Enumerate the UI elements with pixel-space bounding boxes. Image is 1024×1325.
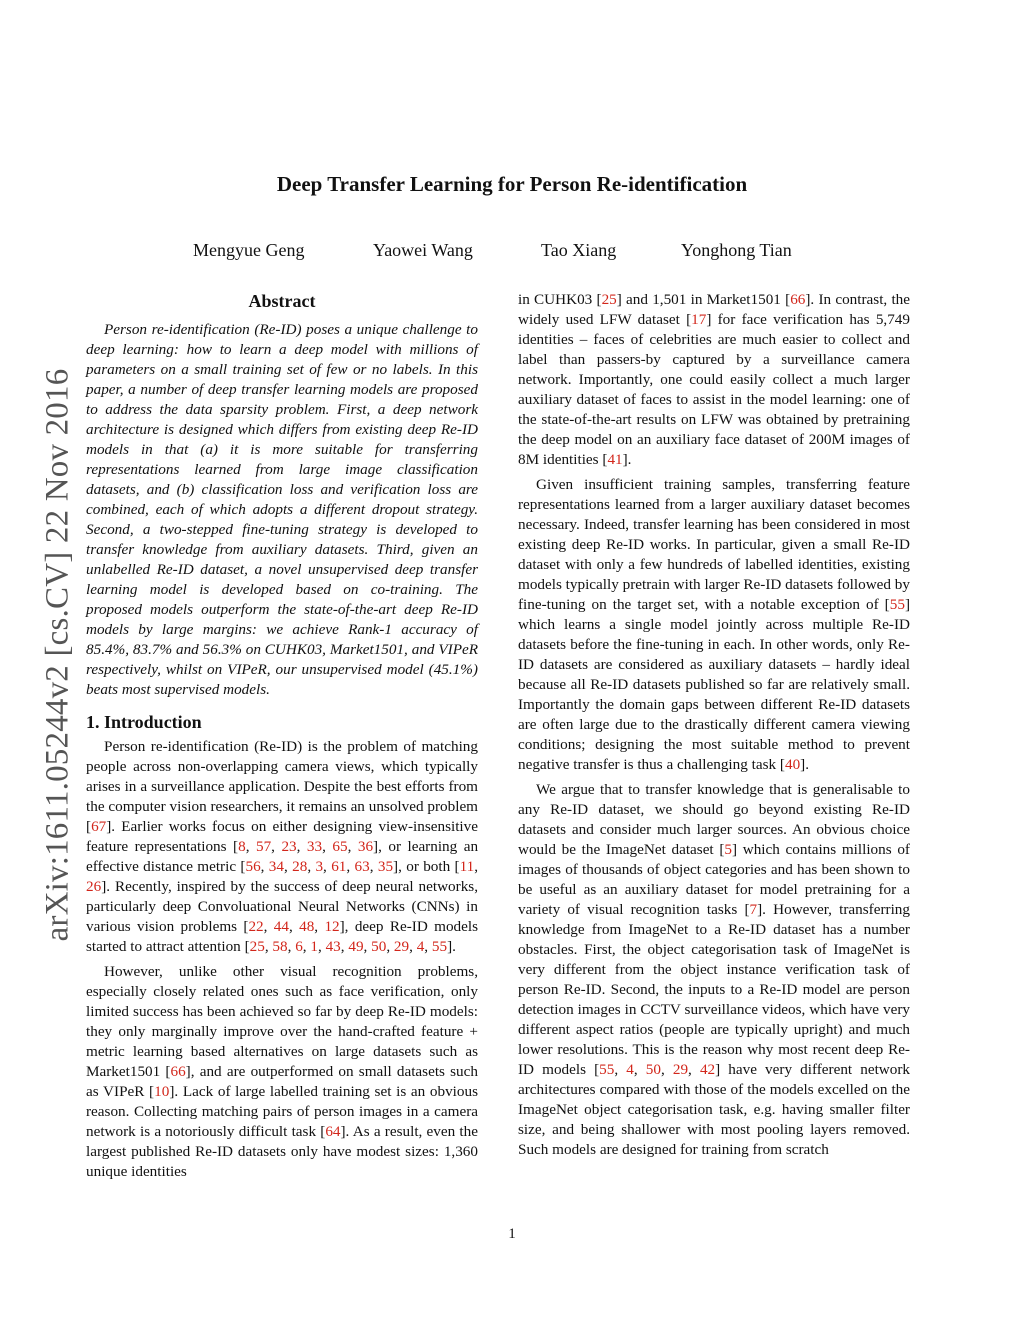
paragraph-text: ,: [245, 838, 256, 855]
citation-link[interactable]: 55: [599, 1061, 615, 1078]
citation-link[interactable]: 40: [784, 756, 801, 773]
citation-link[interactable]: 50: [371, 938, 387, 955]
intro-paragraph-3: [518, 475, 910, 775]
paragraph-text: ,: [287, 938, 296, 955]
paragraph-text: ]. However, transferring knowledge from ImageNet to a Re-ID dataset has a number obstacles. First, the object categorisation task of ImageNet is very different from the object instance verification task of person Re-ID. Second, the inputs to a Re-ID model are person detection images in CCTV surveillance videos, which have very different aspect ratios (people are typically upright) and much lower resolutions. This is the reason why most recent deep Re-ID models [: [518, 901, 910, 1078]
citation-link[interactable]: 36: [357, 838, 374, 855]
paragraph-text: ] which contains millions of images of thousands of object categories and has been shown to be useful as an auxiliary dataset for model pretraining for a variety of visual recognition tasks [: [518, 841, 910, 918]
citation-link[interactable]: 1: [310, 938, 318, 955]
citation-link[interactable]: 64: [325, 1123, 341, 1140]
paragraph-text: ,: [369, 858, 378, 875]
citation-link[interactable]: 5: [724, 841, 732, 858]
citation-link[interactable]: 55: [431, 938, 448, 955]
paper-title: Deep Transfer Learning for Person Re-identification: [276, 172, 748, 196]
citation-link[interactable]: 50: [645, 1061, 661, 1078]
citation-link[interactable]: 61: [331, 858, 347, 875]
paragraph-text: However, unlike other visual recognition problems, especially closely related ones such as face verification, only limited success has been achieved so far by deep Re-ID models: they only marginally improve over the hand-crafted feature + metric learning based alternatives on large datasets such as Market1501 [: [86, 963, 478, 1080]
citation-link[interactable]: 17: [691, 311, 707, 328]
paragraph-text: ], or both [: [393, 858, 460, 875]
paragraph-text: ,: [409, 938, 417, 955]
paragraph-text: ]. Earlier works focus on either designing view-insensitive feature representations [: [86, 818, 478, 855]
citation-link[interactable]: 22: [248, 918, 264, 935]
intro-paragraph-1: [86, 737, 478, 957]
paragraph-text: ], deep Re-ID models started to attract attention [: [86, 918, 479, 955]
citation-link[interactable]: 65: [332, 838, 348, 855]
citation-link[interactable]: 35: [377, 858, 394, 875]
paragraph-text: ,: [474, 858, 479, 875]
citation-link[interactable]: 66: [170, 1063, 186, 1080]
abstract-heading: Abstract: [248, 291, 316, 311]
paragraph-text: ,: [264, 938, 273, 955]
paragraph-text: ] for face verification has 5,749 identities – faces of celebrities are much easier to collect and label than passers-by captured by a surveillance camera network. Importantly, one could easily collect a much larger auxiliary dataset of faces to assist in the model learning: one of the state-of-the-art results on LFW was obtained by pretraining the deep model on an auxiliary face dataset of 200M images of 8M identities [: [518, 311, 910, 468]
paragraph-text: ], or learning an effective distance metric [: [86, 838, 479, 875]
paragraph-text: ,: [260, 858, 269, 875]
paragraph-text: ].: [622, 451, 632, 468]
paragraph-text: ,: [363, 938, 372, 955]
citation-link[interactable]: 4: [626, 1061, 634, 1078]
citation-link[interactable]: 41: [607, 451, 623, 468]
citation-link[interactable]: 12: [324, 918, 340, 935]
paragraph-text: ]. Lack of large labelled training set is an obvious reason. Collecting matching pairs of person images in a camera network is a notoriously difficult task [: [86, 1083, 478, 1140]
citation-link[interactable]: 3: [315, 858, 324, 875]
paragraph-text: ]. Recently, inspired by the success of deep neural networks, particularly deep Convoluational Neural Networks (CNNs) in various vision problems [: [86, 878, 478, 935]
citation-link[interactable]: 11: [459, 858, 475, 875]
paragraph-text: ]. In contrast, the widely used LFW dataset [: [518, 291, 911, 328]
citation-link[interactable]: 55: [889, 596, 905, 613]
paragraph-text: ,: [302, 938, 311, 955]
paragraph-text: ] which learns a single model jointly across multiple Re-ID datasets before the fine-tuning in each. In other words, only Re-ID datasets are considered as auxiliary datasets – hardly ideal because all Re-ID datasets published so far are relatively small. Importantly the domain gaps between different Re-ID datasets are often large due to the drastically different camera viewing conditions; designing the most suitable method to prevent negative transfer is thus a challenging task [: [518, 596, 910, 773]
paragraph-text: ,: [323, 858, 332, 875]
paragraph-text: ] have very different network architectures compared with those of the models excelled on the ImageNet object categorisation task, e.g. having smaller filter size, and being shallower with most pooling layers removed. Such models are designed for training from scratch: [518, 1061, 911, 1158]
citation-link[interactable]: 66: [790, 291, 806, 308]
citation-link[interactable]: 26: [86, 878, 102, 895]
citation-link[interactable]: 25: [601, 291, 617, 308]
citation-link[interactable]: 57: [255, 838, 272, 855]
paragraph-text: ].: [447, 938, 456, 955]
author-name: Yonghong Tian: [681, 240, 792, 260]
paragraph-text: ,: [263, 918, 274, 935]
paragraph-text: ,: [633, 1061, 646, 1078]
paragraph-text: ,: [296, 838, 307, 855]
citation-link[interactable]: 28: [292, 858, 308, 875]
paragraph-text: ,: [688, 1061, 700, 1078]
intro-paragraph-2: [86, 962, 478, 1182]
citation-link[interactable]: 23: [281, 838, 297, 855]
citation-link[interactable]: 29: [672, 1061, 689, 1078]
paragraph-text: ,: [271, 838, 282, 855]
citation-link[interactable]: 33: [306, 838, 323, 855]
citation-link[interactable]: 63: [354, 858, 370, 875]
paragraph-text: ,: [660, 1061, 673, 1078]
author-name: Tao Xiang: [541, 240, 617, 260]
citation-link[interactable]: 56: [245, 858, 261, 875]
paragraph-text: ,: [340, 938, 349, 955]
paragraph-text: ].: [800, 756, 810, 773]
paragraph-text: ,: [307, 858, 316, 875]
right-column: [518, 290, 910, 1165]
paragraph-text: ,: [386, 938, 394, 955]
paragraph-text: ,: [347, 838, 358, 855]
citation-link[interactable]: 25: [249, 938, 265, 955]
page-number: 1: [508, 1226, 516, 1242]
left-column: [86, 290, 478, 1187]
paragraph-text: ,: [614, 1061, 627, 1078]
citation-link[interactable]: 44: [273, 918, 289, 935]
paragraph-text: ] and 1,501 in Market1501 [: [616, 291, 791, 308]
paragraph-text: We argue that to transfer knowledge that is generalisable to any Re-ID dataset, we should go beyond existing Re-ID datasets and consider much larger sources. An obvious choice would be the ImageNet dataset [: [518, 781, 910, 858]
paragraph-text: ]. As a result, even the largest published Re-ID datasets only have modest sizes: 1,360 unique identities: [86, 1123, 478, 1180]
arxiv-stamp: arXiv:1611.05244v2 [cs.CV] 22 Nov 2016: [39, 368, 76, 942]
citation-link[interactable]: 67: [91, 818, 107, 835]
author-name: Mengyue Geng: [193, 240, 305, 260]
citation-link[interactable]: 8: [238, 838, 246, 855]
citation-link[interactable]: 10: [154, 1083, 170, 1100]
intro-paragraph-4: [518, 780, 910, 1160]
citation-link[interactable]: 6: [295, 938, 303, 955]
paragraph-text: ,: [322, 838, 333, 855]
citation-link[interactable]: 42: [699, 1061, 716, 1078]
paragraph-text: ,: [314, 918, 325, 935]
paragraph-text: ,: [424, 938, 432, 955]
abstract-text: Person re-identification (Re-ID) poses a unique challenge to deep learning: how to learn a deep model with millions of parameters on a small training set of few or no labels. In this paper, a number of deep transfer learning models are proposed to address the data sparsity problem. First, a deep network architecture is designed which differs from existing deep Re-ID models in that (a) it is more suitable for transferring representations learned from large image classification datasets, and (b) classification loss and verification loss are combined, each of which adopts a different dropout strategy. Second, a two-stepped fine-tuning strategy is developed to transfer knowledge from auxiliary datasets. Third, given an unlabelled Re-ID dataset, a novel unsupervised deep transfer learning model is developed based on co-training. The proposed models outperform the state-of-the-art deep Re-ID models by large margins: we achieve Rank-1 accuracy of 85.4%, 83.7% and 56.3% on CUHK03, Market1501, and VIPeR respectively, whilst on VIPeR, our unsupervised model (45.1%) beats most supervised models.: [86, 321, 478, 698]
paragraph-text: Given insufficient training samples, transferring feature representations learned from a larger auxiliary dataset becomes necessary. Indeed, transfer learning has been considered in most existing deep Re-ID works. In particular, given a small Re-ID dataset with only a few hundreds of labelled identities, existing models typically pretrain with larger Re-ID datasets followed by fine-tuning on the target set, with a notable exception of [: [518, 476, 910, 613]
paragraph-text: ,: [317, 938, 326, 955]
citation-link[interactable]: 7: [749, 901, 758, 918]
introduction-heading: 1. Introduction: [86, 712, 202, 732]
paragraph-text: ,: [346, 858, 355, 875]
citation-link[interactable]: 43: [325, 938, 341, 955]
author-name: Yaowei Wang: [373, 240, 473, 260]
paragraph-text: Person re-identification (Re-ID) is the problem of matching people across non-overlapping camera views, which typically arises in a surveillance application. Despite the best efforts from the computer vision researchers, it remains an unsolved problem [: [86, 738, 478, 835]
paragraph-text: ], and are outperformed on small datasets such as VIPeR [: [86, 1063, 478, 1100]
paragraph-text: in CUHK03 [: [518, 291, 602, 308]
citation-link[interactable]: 29: [393, 938, 410, 955]
citation-link[interactable]: 4: [416, 938, 425, 955]
citation-link[interactable]: 58: [272, 938, 288, 955]
citation-link[interactable]: 34: [268, 858, 284, 875]
citation-link[interactable]: 48: [299, 918, 315, 935]
author-list: [0, 240, 1024, 266]
paragraph-text: ,: [288, 918, 300, 935]
paragraph-text: ,: [283, 858, 293, 875]
intro-paragraph-2-continued: [518, 290, 910, 470]
citation-link[interactable]: 49: [348, 938, 364, 955]
